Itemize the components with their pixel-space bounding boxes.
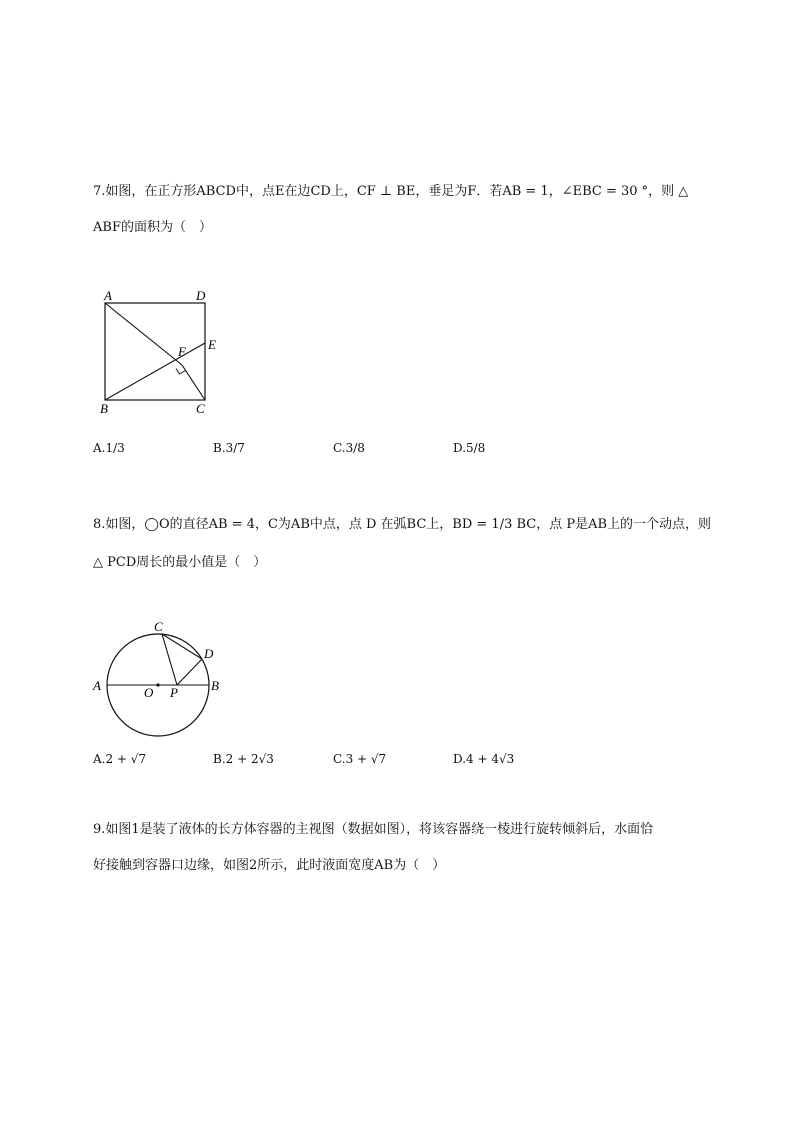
label-p: P bbox=[170, 685, 178, 700]
q8-option-d: D.4 + 4√3 bbox=[453, 752, 515, 766]
label-d: D bbox=[204, 646, 214, 661]
label-f: F bbox=[178, 344, 186, 359]
label-b: B bbox=[211, 678, 219, 693]
q7-option-c: C.3/8 bbox=[333, 441, 365, 455]
question-8-line-2: △ PCD周长的最小值是（ ） bbox=[93, 555, 267, 570]
circle-figure bbox=[90, 618, 230, 748]
label-b: B bbox=[100, 401, 108, 416]
question-7-line-1: 7.如图，在正方形ABCD中，点E在边CD上，CF ⊥ BE，垂足为F．若AB = 1，∠EBC = 30 °，则 △ bbox=[93, 184, 689, 199]
question-9-line-2: 好接触到容器口边缘，如图2所示，此时液面宽度AB为（ ） bbox=[93, 858, 446, 873]
label-a: A bbox=[104, 288, 112, 303]
q8-option-b: B.2 + 2√3 bbox=[213, 752, 274, 766]
label-o: O bbox=[144, 685, 154, 700]
center-dot bbox=[156, 683, 159, 686]
square-figure bbox=[96, 286, 226, 416]
segment-be bbox=[105, 343, 205, 400]
label-e: E bbox=[208, 337, 216, 352]
question-7-line-2: ABF的面积为（ ） bbox=[93, 220, 212, 235]
q7-option-d: D.5/8 bbox=[453, 441, 486, 455]
q7-option-a: A.1/3 bbox=[93, 441, 125, 455]
question-9-line-1: 9.如图1是装了液体的长方体容器的主视图（数据如图），将该容器绕一棱进行旋转倾斜后，水面恰 bbox=[93, 822, 654, 837]
label-a: A bbox=[93, 678, 101, 693]
segment-dp bbox=[177, 659, 202, 685]
q7-option-b: B.3/7 bbox=[213, 441, 245, 455]
segment-af bbox=[105, 303, 182, 365]
label-d: D bbox=[196, 288, 206, 303]
label-c: C bbox=[196, 401, 205, 416]
q8-option-a: A.2 + √7 bbox=[93, 752, 147, 766]
right-angle-mark bbox=[176, 369, 186, 375]
question-8-line-1: 8.如图，◯O的直径AB = 4，C为AB中点，点 D 在弧BC上，BD = 1/3 BC，点 P是AB上的一个动点，则 bbox=[93, 517, 712, 532]
label-c: C bbox=[154, 619, 163, 634]
segment-fc bbox=[182, 365, 205, 400]
q8-option-c: C.3 + √7 bbox=[333, 752, 387, 766]
